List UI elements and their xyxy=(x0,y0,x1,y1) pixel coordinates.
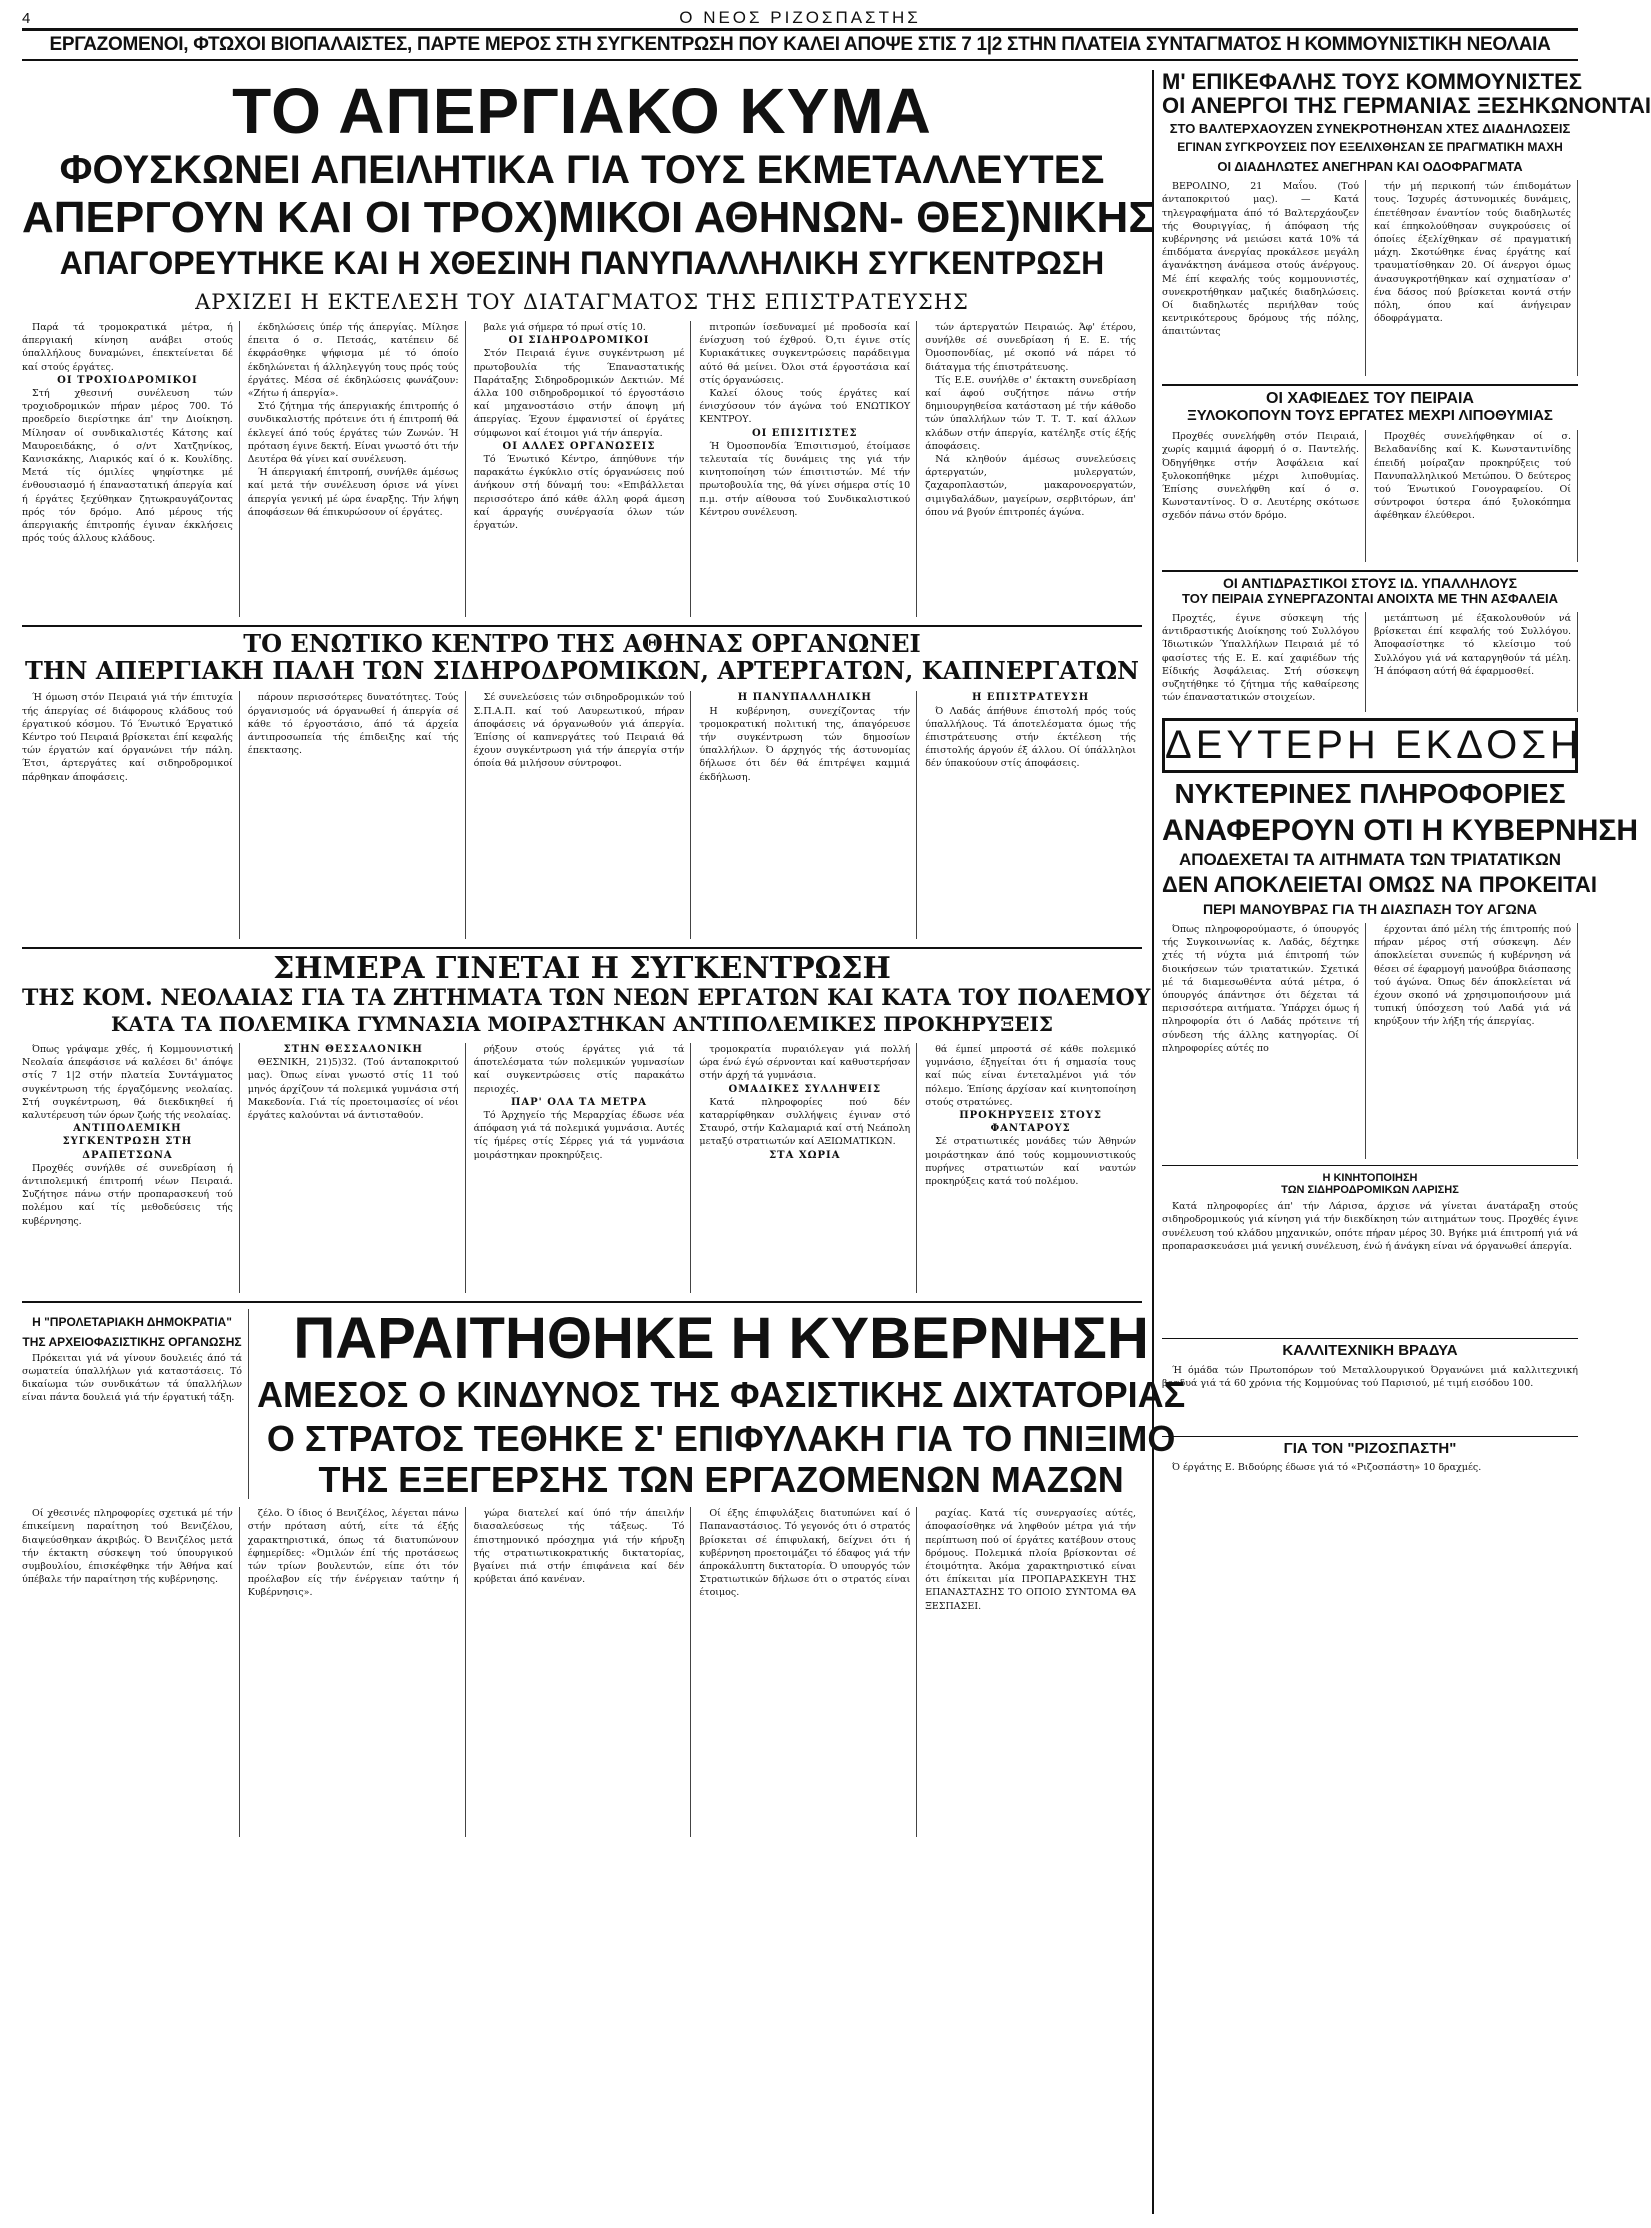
piraeus-headline: ΟΙ ΧΑΦΙΕΔΕΣ ΤΟΥ ΠΕΙΡΑΙΑ xyxy=(1266,390,1474,408)
main-subheadline-3: ΑΠΑΓΟΡΕΥΤΗΚΕ ΚΑΙ Η ΧΘΕΣΙΝΗ ΠΑΝΥΠΑΛΛΗΛΙΚΗ ΣΥΓΚΕΝΤΡΩΣΗ xyxy=(59,245,1105,282)
article-column: πάρουν περισσότερες δυνατότητες. Τούς όργανισμούς νά όργανωθεί ή άπεργία σέ κάθε τό έργοστάσιο, άπό τά άρχεία άντιπροσωπεία τής έπιδειξης καί τής έπεκτασης. xyxy=(248,691,466,939)
article-column: μετάπτωση μέ έξακολουθούν νά βρίσκεται έπί κεφαλής τού Συλλόγου. Άποφασίστηκε τό κλείσιμο τού Συλλόγου γιά νά καταργηθούν τά μέλη. Ή άπόφαση αύτή θά έφαρμοσθεί. xyxy=(1374,612,1578,712)
left-area xyxy=(22,70,1186,2214)
night-subheadline-1: ΑΝΑΦΕΡΟΥΝ ΟΤΙ Η ΚΥΒΕΡΝΗΣΗ xyxy=(1162,813,1639,847)
rizospastis-text: Ό έργάτης Ε. Βιδούρης έδωσε γιά τό «Ριζοσπάστη» 10 δραχμές. xyxy=(1172,1462,1482,1474)
paper-title: Ο ΝΕΟΣ ΡΙΖΟΣΠΑΣΤΗΣ xyxy=(679,8,921,27)
article-column: ραχίας. Κατά τίς συνεργασίες αύτές, άποφασίσθηκε νά ληφθούν μέτρα γιά τήν περίπτωση πού οί έργάτες κατέβουν στους δρόμους. Πολεμικά πλοία βρίσκονται σέ έτοιμότητα. Άκόμα χαρακτηριστικό είναι ότι έπίκειται μία ΠΡΟΠΑΡΑΣΚΕΥΗ ΤΗΣ ΕΠΑΝΑΣΤΑΣΗΣ ΤΟ ΟΠΟΙΟ ΣΥΝΤΟΜΑ ΘΑ ΞΕΣΠΑΣΕΙ. xyxy=(925,1508,1136,1612)
article-column: Προχθές συνελήφθη στόν Πειραιά, χωρίς καμμιά άφορμή ό σ. Παντελής. Όδηγήθηκε στήν Άσφάλεια καί ξυλοκοπήθηκε μέχρι λιποθυμίας. Έπίσης συνελήφθη καί ό σ. Κωνσταντίνος. Ό σ. Λευτέρης σκότωσε σχεδόν πάνω στόν δρόμο. xyxy=(1162,430,1366,562)
article-column: Οί έξης έπιφυλάξεις διατυπώνει καί ό Παπαναστάσιος. Τό γεγονός ότι ό στρατός βρίσκεται σέ έπιφυλακή, δείχνει ότι ή κυβέρνηση προετοιμάζει τό έδαφος γιά τήν άπροκάλυπτη δικτατορία. Ό υπουργός τών Στρατιωτικών δήλωσε ότι ο στρατός είναι έτοιμος. xyxy=(699,1507,917,1837)
evening-text: Ή όμάδα τών Πρωτοπόρων τού Μεταλλουργικού Όργανώνει μιά καλλιτεχνική βραδυά γιά τά 60 χρόνια τής Κομμούνας τού Παρισιού, μέ τιμή εισόδου 100. xyxy=(1162,1364,1578,1389)
article-column: Οί χθεσινές πληροφορίες σχετικά μέ τήν έπικείμενη παραίτηση τού Βενιζέλου, διαψεύσθηκαν άκριβώς. Ό Βενιζέλος μετά τήν έκτακτη σύσκεψη τού ύπουργικού συμβουλίου, έπισκέφθηκε τήν Άθήνα καί ύπέβαλε τήν παραίτηση τής κυβέρνησης. xyxy=(22,1507,240,1837)
article-column: ΣΤΗΝ ΘΕΣΣΑΛΟΝΙΚΗ ΘΕΣΝΙΚΗ, 21)5)32. (Τού άνταποκριτού μας). Όπως είναι γνωστό στίς 11 τού μηνός άρχίζουν τά πολεμικά γυμνάσια στή Μακεδονία. Γιά τίς προετοιμασίες οί νέοι έργάτες καλούνται νά άντισταθούν. xyxy=(248,1043,466,1293)
right-column xyxy=(1152,69,1651,2214)
article-column: έρχονται άπό μέλη τής έπιτροπής πού πήραν μέρος στή σύσκεψη. Δέν άποκλείεται συνεπώς ή κυβέρνηση νά θέσει σέ έφαρμογή μανούβρα διάσπασης τού άγώνα. Όπως δέν άποκλείεται νά έχουν σκοπό νά χρησιμοποιήσουν μιά τυπική ύπόσχεση τού Λαδά γιά νά κηρύξουν τήν λήξη τής άπεργίας. xyxy=(1374,923,1578,1159)
resignation-subheadline-1: ΑΜΕΣΟΣ Ο ΚΙΝΔΥΝΟΣ ΤΗΣ ΦΑΣΙΣΤΙΚΗΣ ΔΙΧΤΑΤΟΡΙΑΣ xyxy=(257,1373,1186,1415)
germany-subheadline-3: ΕΓΙΝΑΝ ΣΥΓΚΡΟΥΣΕΙΣ ΠΟΥ ΕΞΕΛΙΧΘΗΣΑΝ ΣΕ ΠΡΑΓΜΑΤΙΚΗ ΜΑΧΗ xyxy=(1177,139,1563,154)
main-subheadline-1: ΦΟΥΣΚΩΝΕΙ ΑΠΕΙΛΗΤΙΚΑ ΓΙΑ ΤΟΥΣ ΕΚΜΕΤΑΛΛΕΥΤΕΣ xyxy=(59,148,1105,193)
second-edition-label: ΔΕΥΤΕΡΗ ΕΚΔΟΣΗ xyxy=(1162,718,1578,773)
germany-subheadline-2: ΣΤΟ ΒΑΛΤΕΡΧΑΟΥΖΕΝ ΣΥΝΕΚΡΟΤΗΘΗΣΑΝ ΧΤΕΣ ΔΙΑΔΗΛΩΣΕΙΣ xyxy=(1169,121,1571,137)
article-column: Παρά τά τρομοκρατικά μέτρα, ή άπεργιακή κίνηση ανάβει στούς ύπαλλήλους δυναμώνει, έπεκτείνεται δέ καί στούς έργάτες. ΟΙ ΤΡΟΧΙΟΔΡΟΜΙΚΟΙ Στή χθεσινή συνέλευση τών τροχιοδρομικών πήραν μέρος 700. Τό προεδρείο διερίστηκε άπ' την Διοίκηση. Μίλησαν οί συνδικαλιστές Κάτσης καί Μαυροειδάκης, ό σ/ντ Χατζηνίκος, Κανισκάκης, Λιαρικός καί ό κ. Κουλίδης. Μετά τίς όμιλίες ψηφίστηκε μέ ένθουσιασμό ή έπαναστατική άπεργία καί ή έργάτες ξεχύθηκαν ζητωκραυγάζοντας πρός τόν δρόμο. Από μέρους τής άπεργιακής έπιτροπής έγιναν έκκλήσεις πρός τούς άλλους κλάδους. xyxy=(22,321,240,617)
article-column: τρομοκρατία πυραιόλεγαν γιά πολλή ώρα ένώ έγώ σέρνονται καί καθυστερήσαν στήν άρχή τά γυμνάσια. ΟΜΑΔΙΚΕΣ ΣΥΛΛΗΨΕΙΣ Κατά πληροφορίες πού δέν καταρρίφθηκαν συλλήψεις έγιναν στό Σταυρό, στήν Καλαμαριά καί στή Νεάπολη μεταξύ στρατιωτών καί ΑΞΙΩΜΑΤΙΚΩΝ. ΣΤΑ ΧΩΡΙΑ xyxy=(699,1043,917,1293)
youth-subheadline-2: ΚΑΤΑ ΤΑ ΠΟΛΕΜΙΚΑ ΓΥΜΝΑΣΙΑ ΜΟΙΡΑΣΤΗΚΑΝ ΑΝΤΙΠΟΛΕΜΙΚΕΣ ΠΡΟΚΗΡΥΞΕΙΣ xyxy=(110,1011,1054,1036)
article-column: τήν μή περικοπή τών έπιδομάτων τους. Ίσχυρές άστυνομικές δυνάμεις, έπετέθησαν έναντίον τούς διαδηλωτές καί έπηκολούθησαν συγκρούσεις οί όποίες έξελίχθηκαν σέ πραγματική μάχη. Σκοτώθηκε ένας έργάτης καί τραυματίσθηκαν 20. Οί άνεργοι όμως άνασυγκροτήθηκαν καί σχηματίσαν σ' ένα δάσος πού βρίσκεται κοντά στήν πόλη, όπου καί άνήγειραν όδοφράγματα. xyxy=(1374,180,1578,376)
article-column: γώρα διατελεί καί ύπό τήν άπειλήν διασαλεύσεως τής τάξεως. Τό έπιστημονικό πρόσχημα γιά τήν κήρυξη τής στρατιωτικοκρατικής δικτατορίας, βγαίνει πιά στήν έπιφάνεια καί δέν κρύβεται άπό κανέναν. xyxy=(474,1507,692,1837)
main-subheadline-4: ΑΡΧΙΖΕΙ Η ΕΚΤΕΛΕΣΗ ΤΟΥ ΔΙΑΤΑΓΜΑΤΟΣ ΤΗΣ ΕΠΙΣΤΡΑΤΕΥΣΗΣ xyxy=(195,289,969,314)
article-column: Η ΕΠΙΣΤΡΑΤΕΥΣΗ Ό Λαδάς άπήθυνε έπιστολή πρός τούς ύπαλλήλους. Τά άποτελέσματα όμως τής έπιστράτευσης στήν έκτέλεση τής έπιστολής άργούν έξ άλλου. Οί ύπάλληλοι δέν ύπακούουν στίς άποφάσεις. xyxy=(925,692,1136,770)
night-headline: ΝΥΚΤΕΡΙΝΕΣ ΠΛΗΡΟΦΟΡΙΕΣ xyxy=(1174,777,1566,809)
article-column: Ή όμωση στόν Πειραιά γιά τήν έπιτυχία τής άπεργίας σέ διάφορους κλάδους τού έργατικού κόσμου. Τό Ένωτικό Έργατικό Κέντρο τού Πειραιά βρίσκεται έπί κεφαλής τών έργατών καί όργανώνει τήν πάλη. Έτσι, άρτεργάτες καί σιδηροδρομικοί πάρθηκαν άποφάσεις. xyxy=(22,691,240,939)
article-column: θά έμπεί μπροστά σέ κάθε πολεμικό γυμνάσιο, έξηγείται ότι ή σημασία τους καί πώς είναι έντεταλμένοι γιά τόν πόλεμο. Έπίσης άρχίσαν καί κινητοποίηση στούς στρατώνες. ΠΡΟΚΗΡΥΞΕΙΣ ΣΤΟΥΣ ΦΑΝΤΑΡΟΥΣ Σέ στρατιωτικές μονάδες τών Άθηνών μοιράστηκαν άπό τούς κομμουνιστικούς πυρήνες στρατιωτών καί ναυτών προκηρύξεις κατά τού πολέμου. xyxy=(925,1043,1136,1188)
night-subheadline-4: ΠΕΡΙ ΜΑΝΟΥΒΡΑΣ ΓΙΑ ΤΗ ΔΙΑΣΠΑΣΗ ΤΟΥ ΑΓΩΝΑ xyxy=(1203,900,1537,917)
night-subheadline-3: ΔΕΝ ΑΠΟΚΛΕΙΕΤΑΙ ΟΜΩΣ ΝΑ ΠΡΟΚΕΙΤΑΙ xyxy=(1162,872,1597,898)
germany-headline: Μ' ΕΠΙΚΕΦΑΛΗΣ ΤΟΥΣ ΚΟΜΜΟΥΝΙΣΤΕΣ xyxy=(1162,69,1582,94)
youth-subheadline-1: ΤΗΣ ΚΟΜ. ΝΕΟΛΑΙΑΣ ΓΙΑ ΤΑ ΖΗΤΗΜΑΤΑ ΤΩΝ ΝΕΩΝ ΕΡΓΑΤΩΝ ΚΑΙ ΚΑΤΑ ΤΟΥ ΠΟΛΕΜΟΥ xyxy=(22,984,1151,1011)
resignation-subheadline-3: ΤΗΣ ΕΞΕΓΕΡΣΗΣ ΤΩΝ ΕΡΓΑΖΟΜΕΝΩΝ ΜΑΖΩΝ xyxy=(318,1459,1124,1501)
article-column: ρήξουν στούς έργάτες γιά τά άποτελέσματα τών πολεμικών γυμνασίων καί συγκεντρώσεις στίς παρακάτω περιοχές. ΠΑΡ' ΟΛΑ ΤΑ ΜΕΤΡΑ Τό Άρχηγείο τής Μεραρχίας έδωσε νέα άπόφαση γιά τά πολεμικά γυμνάσια. Αυτές τίς ήμέρες στίς Σέρρες γιά τά γυμνάσια μοιράστηκαν προκηρύξεις. xyxy=(474,1043,692,1293)
article-column: Σέ συνελεύσεις τών σιδηροδρομικών τού Σ.Π.Α.Π. καί τού Λαυρεωτικού, πήραν άποφάσεις νά όργανωθούν γιά άπεργία. Έπίσης οί καπνεργάτες τού Πειραιά θά έχουν συγκέντρωση γιά τήν άπεργία στήν όποία θά μιλήσουν σύντροφοι. xyxy=(474,691,692,939)
enotiko-headline-2: ΤΗΝ ΑΠΕΡΓΙΑΚΗ ΠΑΛΗ ΤΩΝ ΣΙΔΗΡΟΔΡΟΜΙΚΩΝ, ΑΡΤΕΡΓΑΤΩΝ, ΚΑΠΝΕΡΓΑΤΩΝ xyxy=(24,656,1139,686)
article-column: τών άρτεργατών Πειραιώς. Άφ' έτέρου, συνήλθε σέ συνεδρίαση ή Ε. Ε. τής Όμοσπονδίας, μέ σκοπό νά πάρει τό διάταγμα τής έπιστράτευσης. Τίς Ε.Ε. συνήλθε σ' έκτακτη συνεδρίαση καί άφού συζήτησε πάνω στήν δημιουργηθείσα κατάσταση μέ τήν κάθοδο τών ύπαλλήλων τών Τ. Τ. Τ. καί άλλων κλάδων στήν άπεργία, κατέληξε στίς έξής άποφάσεις. Νά κληθούν άμέσως συνελεύσεις άρτεργατών, μυλεργατών, ζαχαροπλαστών, μακαρονοεργατών, σιμιγδαλάδων, μαγείρων, σερβιτόρων, άπ' όπου νά βγούν έπιτροπές άγώνα. xyxy=(925,322,1136,518)
piraeus-subheadline: ΞΥΛΟΚΟΠΟΥΝ ΤΟΥΣ ΕΡΓΑΤΕΣ ΜΕΧΡΙ ΛΙΠΟΘΥΜΙΑΣ xyxy=(1187,406,1553,424)
germany-subheadline-4: ΟΙ ΔΙΑΔΗΛΩΤΕΣ ΑΝΕΓΗΡΑΝ ΚΑΙ ΟΔΟΦΡΑΓΜΑΤΑ xyxy=(1217,158,1523,174)
page-number: 4 xyxy=(22,9,31,27)
main-headline: ΤΟ ΑΠΕΡΓΙΑΚΟ ΚΥΜΑ xyxy=(232,75,932,147)
article-column: Προχθές συνελήφθηκαν οί σ. Βελαδανίδης καί Κ. Κωνσταντινίδης έπειδή μοίραζαν προκηρύξεις τού Πανυπαλληλικού Μετώπου. Ό δεύτερος τού Ένωτικού Γονογραφείου. Οί σύντροφοι ύστερα άπό ξυλοκόπημα άφέθηκαν έλεύθεροι. xyxy=(1374,430,1578,562)
night-subheadline-2: ΑΠΟΔΕΧΕΤΑΙ ΤΑ ΑΙΤΗΜΑΤΑ ΤΩΝ ΤΡΙΑΤΑΤΙΚΩΝ xyxy=(1178,849,1561,869)
top-banner: ΕΡΓΑΖΟΜΕΝΟΙ, ΦΤΩΧΟΙ ΒΙΟΠΑΛΑΙΣΤΕΣ, ΠΑΡΤΕ ΜΕΡΟΣ ΣΤΗ ΣΥΓΚΕΝΤΡΩΣΗ ΠΟΥ ΚΑΛΕΙ ΑΠΟΨΕ ΣΤΙΣ 7 1|2 ΣΤΗΝ ΠΛΑΤΕΙΑ ΣΥΝΤΑΓΜΑΤΟΣ Η ΚΟΜΜΟΥΝΙΣΤΙΚΗ ΝΕΟΛΑΙΑ xyxy=(22,31,1578,61)
article-column: έκδηλώσεις ύπέρ τής άπεργίας. Μίλησε έπειτα ό σ. Πετσάς, κατέπειν δέ έκφράσθηκε ψήφισμα μέ τό όποίο έκδηλώνεται ή άλληλεγγύη τους πρός τούς έργάτες. Μέσα σέ έκδηλώσεις φωνάζουν: «Ζήτω ή άπεργία». Στό ζήτημα τής άπεργιακής έπιτροπής ό συνδικαλιστής πρότεινε ότι ή έπιτροπή θά έκλεγεί άπό τούς έργάτες τών Ζωνών. Ή πρόταση έγινε δεκτή. Είναι γνωστό ότι τήν Δευτέρα θά γίνει καί συνέλευση. Ή άπεργιακή έπιτροπή, συνήλθε άμέσως καί μετά τήν συνέλευση όρισε νά γίνει άπεργία γενική μέ ώρα έναρξης. Τήν λήψη άποφάσεων θά έπικυρώσουν οί έργάτες. xyxy=(248,321,466,617)
larissa-subheadline: ΤΩΝ ΣΙΔΗΡΟΔΡΟΜΙΚΩΝ ΛΑΡΙΣΗΣ xyxy=(1281,1184,1459,1197)
article-column: ΒΕΡΟΛΙΝΟ, 21 Μαΐου. (Τού άνταποκριτού μας). — Κατά τηλεγραφήματα άπό τό Βαλτερχάουζεν τής Θουριγγίας, ή άπόφαση τής κυβέρνησης νά μειώσει κατά 10% τά έπιδόματα άνεργίας προκάλεσε μεγάλη άγανάκτηση άνάμεσα στούς άνέργους. Μέ έπί κεφαλής τούς κομμουνιστές, συνεκροτήθηκαν μαζικές διαδηλώσεις. Οί διαδηλωτές περιήλθαν τούς κεντρικότερους δρόμους τής πόλης, άπαιτώντας xyxy=(1162,180,1366,376)
youth-headline: ΣΗΜΕΡΑ ΓΙΝΕΤΑΙ Η ΣΥΓΚΕΝΤΡΩΣΗ xyxy=(273,951,891,987)
germany-subheadline-1: ΟΙ ΑΝΕΡΓΟΙ ΤΗΣ ΓΕΡΜΑΝΙΑΣ ΞΕΣΗΚΩΝΟΝΤΑΙ xyxy=(1162,93,1651,119)
main-subheadline-2: ΑΠΕΡΓΟΥΝ ΚΑΙ ΟΙ ΤΡΟΧ)ΜΙΚΟΙ ΑΘΗΝΩΝ- ΘΕΣ)ΝΙΚΗΣ xyxy=(22,193,1155,243)
article-column: Όπως γράψαμε χθές, ή Κομμουνιστική Νεολαία άπεφάσισε νά καλέσει δι' άπόψε στίς 7 1|2 στήν πλατεία Συντάγματος συγκέντρωση τής έργαζόμενης νεολαίας. Στή συγκέντρωση, θά διεκδικηθεί ή καλυτέρευση τών όρων ζωής τής νεολαίας. ΑΝΤΙΠΟΛΕΜΙΚΗ ΣΥΓΚΕΝΤΡΩΣΗ ΣΤΗ ΔΡΑΠΕΤΣΩΝΑ Προχθές συνήλθε σέ συνεδρίαση ή άντιπολεμική έπιτροπή νέων Πειραιά. Συζήτησε πάνω στήν προπαρασκευή τού πολέμου καί τίς μεθοδεύσεις τής κυβέρνησης. xyxy=(22,1043,240,1293)
resignation-subheadline-2: Ο ΣΤΡΑΤΟΣ ΤΕΘΗΚΕ Σ' ΕΠΙΦΥΛΑΚΗ ΓΙΑ ΤΟ ΠΝΙΞΙΜΟ xyxy=(266,1417,1176,1459)
employees-subheadline: ΤΟΥ ΠΕΙΡΑΙΑ ΣΥΝΕΡΓΑΖΟΝΤΑΙ ΑΝΟΙΧΤΑ ΜΕ ΤΗΝ ΑΣΦΑΛΕΙΑ xyxy=(1182,590,1558,606)
article-column: βαλε γιά σήμερα τό πρωί στίς 10. ΟΙ ΣΙΔΗΡΟΔΡΟΜΙΚΟΙ Στόν Πειραιά έγινε συγκέντρωση μέ πρωτοβουλία τής Έπαναστατικής Παράταξης Σιδηροδρομικών Δεκτιών. Μέ άλλα 100 σιδηροδρομικοί τό έργοστάσιο καί μηχανοστάσιο στήν άποψη μή άπεργίας. Έχουν έμφανιστεί οί έργάτες σύμφωνοι καί έτοιμοι γιά τήν άπεργία. ΟΙ ΑΛΛΕΣ ΟΡΓΑΝΩΣΕΙΣ Τό Ένωτικό Κέντρο, άπηύθυνε τήν παρακάτω έγκύκλιο στίς όργανώσεις πού άνήκουν στή δύναμή του: «Επιβάλλεται περισσότερο άπό κάθε άλλη φορά άμεση καί άρραγής συνέργασία όλων τών έργατών. xyxy=(474,321,692,617)
resignation-headline: ΠΑΡΑΙΤΗΘΗΚΕ Η ΚΥΒΕΡΝΗΣΗ xyxy=(293,1305,1149,1371)
employees-headline: ΟΙ ΑΝΤΙΔΡΑΣΤΙΚΟΙ ΣΤΟΥΣ ΙΔ. ΥΠΑΛΛΗΛΟΥΣ xyxy=(1222,575,1518,592)
youth-columns xyxy=(22,1043,1142,1293)
proletarian-democracy-box: Η "ΠΡΟΛΕΤΑΡΙΑΚΗ ΔΗΜΟΚΡΑΤΙΑ" ΤΗΣ ΑΡΧΕΙΟΦΑΣΙΣΤΙΚΗΣ ΟΡΓΑΝΩΣΗΣ Πρόκειται γιά νά γίνουν δουλειές άπό τά σωματεία ύπαλλήλων γιά καταστάσεις. Τό δικαίωμα τών συνδικάτων τά ύπαλλήλων είναι πάντα δουλειά γιά τήν έργατική τάξη. xyxy=(22,1309,249,1499)
larissa-text: Κατά πληροφορίες άπ' τήν Λάρισα, άρχισε νά γίνεται άνατάραξη στούς σιδηροδρομικούς γιά κίνηση γιά τήν διεκδίκηση τών αιτημάτων τους. Προχθές έγινε συνέλευση τού κλάδου μηχανικών, οπότε πήραν μέρος 30. Βγήκε μιά έπιτροπή γιά νά προπαρασκευάσει μιά γενική συνέλευση, ένώ ή άνάγκη είναι νά όργανωθεί άπεργία. xyxy=(1162,1201,1578,1252)
enotiko-columns xyxy=(22,691,1142,939)
masthead xyxy=(22,8,1578,31)
article-column: Η ΠΑΝΥΠΑΛΛΗΛΙΚΗ Η κυβέρνηση, συνεχίζοντας τήν τρομοκρατική πολιτική της, άπαγόρευσε τήν συγκέντρωση τών δημοσίων ύπαλλήλων. Ό άρχηγός τής άστυνομίας δήλωσε ότι δέν θά έπιτρέψει καμμιά έκδήλωση. xyxy=(699,691,917,939)
article-column: Προχτές, έγινε σύσκεψη τής άντιδραστικής Διοίκησης τού Συλλόγου Ίδιωτικών Ύπαλλήλων Πειραιά μέ τό φασίστες τής Ε. Ε. καί χαφιέδων τής Είδικής Άσφάλειας. Στή σύσκεψη συζητήθηκε τό ζήτημα τής καθαίρεσης τών έπαναστατικών στοιχείων. xyxy=(1162,612,1366,712)
larissa-headline: Η ΚΙΝΗΤΟΠΟΙΗΣΗ xyxy=(1322,1172,1418,1184)
enotiko-headline-1: ΤΟ ΕΝΩΤΙΚΟ ΚΕΝΤΡΟ ΤΗΣ ΑΘΗΝΑΣ ΟΡΓΑΝΩΝΕΙ xyxy=(243,629,921,659)
resignation-columns xyxy=(22,1507,1142,1837)
rizospastis-headline: ΓΙΑ ΤΟΝ "ΡΙΖΟΣΠΑΣΤΗ" xyxy=(1283,1439,1457,1457)
article-column: πιτροπών ίσεδυναμεί μέ προδοσία καί ένίσχυση τού έχθρού. Ό,τι έγινε στίς Κυριακάτικες συγκεντρώσεις παράδειγμα αύτό θά μείνει. Όλοι στά έργοστάσια καί στίς όργανώσεις. Καλεί όλους τούς έργάτες καί ένισχύσουν τόν άγώνα τού ΕΝΩΤΙΚΟΥ ΚΕΝΤΡΟΥ. ΟΙ ΕΠΙΣΙΤΙΣΤΕΣ Ή Όμοσπονδία Έπισιτισμού, έτοίμασε τελευταία τίς δυνάμεις της γιά τήν κινητοποίηση τών έπισιτιστών. Μέ τήν πρωτοβουλία της, θά γίνει σήμερα στίς 10 π.μ. στήν αίθουσα τού Συνδικαλιστικού Κέντρου συνέλευση. xyxy=(699,321,917,617)
evening-headline: ΚΑΛΛΙΤΕΧΝΙΚΗ ΒΡΑΔΥΑ xyxy=(1282,1342,1458,1360)
article-column: Όπως πληροφορούμαστε, ό ύπουργός τής Συγκοινωνίας κ. Λαδάς, δέχτηκε χτές τή νύχτα μιά έπιτροπή τών διοικήσεων τών τριατατικών. Σχετικά μέ τά διαμεσωθέντα αύτά μέτρα, ό ύπουργός άπάντησε ότι δέχεται τά περισσότερα αιτήματα. Ύπάρχει όμως ή πληροφορία ότι ό Λαδάς πρότεινε τή σύνδεση τής άλλης κατηγορίας. Οί πληροφορίες αύτές πο xyxy=(1162,923,1366,1159)
newspaper-page xyxy=(22,8,1651,2214)
article-column: ζέλο. Ό ίδιος ό Βενιζέλος, λέγεται πάνω στήν πρόταση αύτή, είτε τά έξής χαρακτηριστικά, όπως τά διατυπώνουν έφημερίδες: «Όμιλών έπί τής προτάσεως τών τρίων βουλευτών, είπε ότι τόν προέλαβον είς τήν ένέργειαν ταύτην ή Κυβέρνησις». xyxy=(248,1507,466,1837)
main-story-columns xyxy=(22,321,1142,617)
